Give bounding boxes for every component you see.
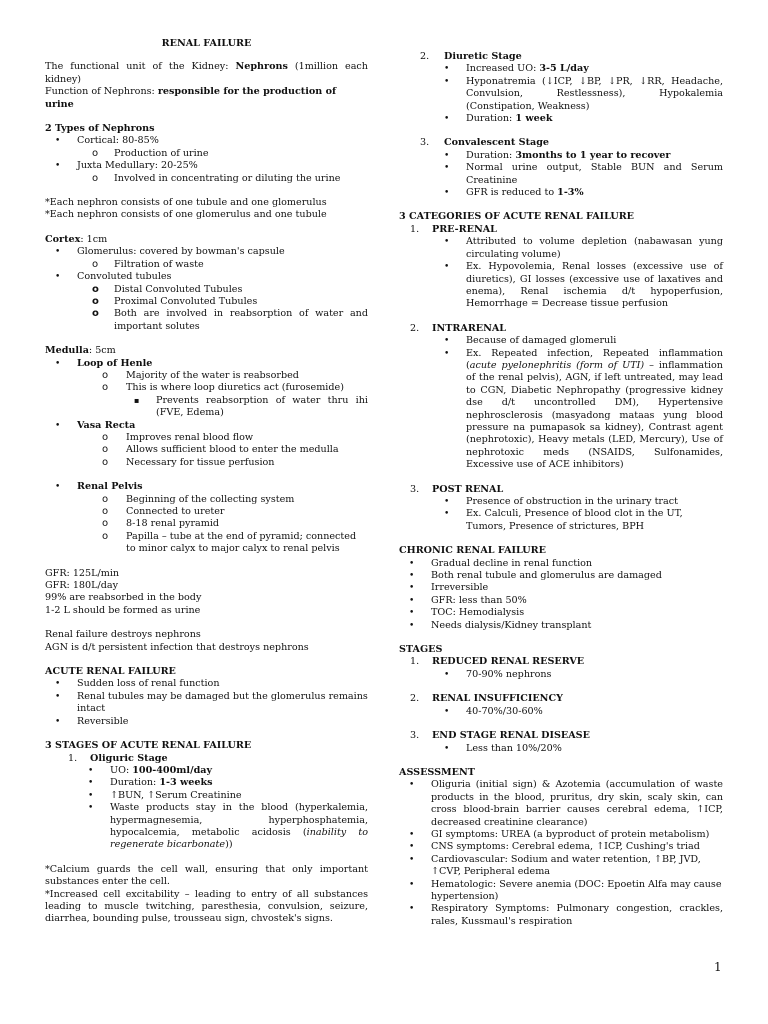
list-item: • Duration: 3months to 1 year to recover — [444, 149, 671, 161]
list-item: o Improves renal blood flow — [102, 431, 254, 443]
list-item: • Duration: 1-3 weeks — [88, 777, 213, 789]
list-item: • Oliguria (initial sign) & Azotemia (accumulation of waste products in the blood, pruritus, dry skin, scaly skin, can cross blood-brain barrier causes cerebral edema, ↑ICP, decreased creatinine clearance) — [409, 779, 723, 828]
list-item: • Attributed to volume depletion (nabawasan yung circulating volume) — [444, 236, 723, 260]
list-item: • Reversible — [55, 715, 129, 727]
nephron-types-heading: 2 Types of Nephrons — [45, 123, 155, 135]
list-item: • ↑BUN, ↑Serum Creatinine — [88, 789, 242, 801]
list-item: ▪ Prevents reabsorption of water thru ihi (FVE, Edema) — [134, 394, 368, 419]
list-item: • Needs dialysis/Kidney transplant — [409, 619, 592, 631]
list-item: • Waste products stay in the blood (hyperkalemia, hypermagnesemia, hyperphosphatemia, hypocalcemia, metabolic acidosis (inability to regenerate bicarbonate)) — [88, 802, 368, 851]
cortex-heading: Cortex: 1cm — [45, 233, 108, 245]
list-item: • Renal tubules may be damaged but the glomerulus remains intact — [55, 690, 368, 715]
list-item: • GFR: less than 50% — [409, 594, 527, 606]
list-item: • Hyponatremia (↓ICP, ↓BP, ↓PR, ↓RR, Headache, Convulsion, Restlessness), Hypokalemia (Constipation, Weakness) — [444, 75, 723, 112]
right-column — [399, 51, 723, 928]
list-item: 1. REDUCED RENAL RESERVE — [410, 656, 585, 668]
list-item: 3. Convalescent Stage — [420, 137, 550, 149]
list-item: 2. Diuretic Stage — [420, 51, 522, 62]
list-item: • Ex. Hypovolemia, Renal losses (excessive use of diuretics), GI losses (excessive use of laxatives and enema), Renal ischemia d/t hypoperfusion, Hemorrhage = Decrease tissue perfusion — [444, 261, 723, 310]
list-item: • Glomerulus: covered by bowman's capsule — [55, 246, 285, 258]
list-item: o Proximal Convoluted Tubules — [92, 295, 258, 307]
list-item: • Loop of Henle — [55, 357, 153, 369]
list-item: o Filtration of waste — [92, 258, 204, 270]
list-item: • Ex. Calculi, Presence of blood clot in the UT, Tumors, Presence of strictures, BPH — [444, 508, 683, 532]
list-item: o Production of urine — [92, 147, 209, 159]
list-item: 1. Oliguric Stage — [68, 752, 168, 764]
list-item: 3. END STAGE RENAL DISEASE — [410, 730, 590, 742]
list-item: o Necessary for tissue perfusion — [102, 456, 275, 468]
list-item: • 70-90% nephrons — [444, 668, 552, 680]
list-item: • Cardiovascular: Sodium and water retention, ↑BP, JVD, ↑CVP, Peripheral edema — [409, 853, 701, 878]
list-item: • Ex. Repeated infection, Repeated inflammation (acute pyelonephritis (form of UTI) – inflammation of the renal pelvis), AGN, if left untreated, may lead to CGN, Diabetic Nephropathy (progressive kidney dse d/t uncontrolled DM), Hypertensive nephrosclerosis (masyadong mataas yung blood pressure na pumapasok sa kidney), Contrast agent (nephrotoxic), Heavy metals (LED, Mercury), Use of nephrotoxic meds (NSAIDS, Sulfonamides, Excessive use of ACE inhibitors) — [444, 347, 723, 471]
urine-line: 1-2 L should be formed as urine — [45, 604, 201, 616]
crf-heading: CHRONIC RENAL FAILURE — [399, 545, 546, 557]
assessment-heading: ASSESSMENT — [399, 766, 475, 778]
medulla-heading: Medulla: 5cm — [45, 345, 116, 357]
destroys-line: Renal failure destroys nephrons — [45, 629, 201, 641]
arf-heading: ACUTE RENAL FAILURE — [45, 666, 176, 678]
stages-heading: 3 STAGES OF ACUTE RENAL FAILURE — [45, 740, 252, 752]
list-item: o Distal Convoluted Tubules — [92, 283, 243, 295]
list-item: • Renal Pelvis — [55, 481, 143, 493]
list-item: • GI symptoms: UREA (a byproduct of protein metabolism) — [409, 828, 710, 840]
list-item: • Gradual decline in renal function — [409, 557, 593, 569]
note: *Each nephron consists of one tubule and one glomerulus — [45, 197, 327, 209]
list-item: • Presence of obstruction in the urinary tract — [444, 496, 678, 507]
list-item: • Vasa Recta — [55, 419, 136, 431]
gfr-line: GFR: 180L/day — [45, 580, 119, 592]
list-item: • Juxta Medullary: 20-25% — [55, 160, 198, 172]
list-item: • TOC: Hemodialysis — [409, 607, 525, 619]
list-item: • Less than 10%/20% — [444, 742, 562, 754]
intro-function: Function of Nephrons: responsible for the production of urine — [45, 86, 337, 110]
excitability-note: *Increased cell excitability – leading to entry of all substances leading to muscle twitching, paresthesia, convulsion, seizure, diarrhea, bounding pulse, trousseau sign, chvostek's signs. — [45, 888, 368, 925]
list-item: o Beginning of the collecting system — [102, 493, 295, 505]
page-number: 1 — [714, 960, 722, 974]
note: *Each nephron consists of one glomerulus and one tubule — [45, 209, 327, 221]
list-item: o Both are involved in reabsorption of water and important solutes — [92, 308, 368, 332]
list-item: • 40-70%/30-60% — [444, 705, 543, 717]
list-item: o Papilla – tube at the end of pyramid; connected to minor calyx to major calyx to renal pelvis — [102, 530, 357, 555]
page-title: RENAL FAILURE — [161, 38, 252, 49]
list-item: • Increased UO: 3-5 L/day — [444, 63, 589, 75]
ckd-stages-heading: STAGES — [399, 644, 443, 656]
list-item: • UO: 100-400ml/day — [88, 764, 213, 776]
list-item: • Convoluted tubules — [55, 271, 172, 283]
reabsorbed-line: 99% are reabsorbed in the body — [45, 592, 202, 604]
list-item: o Involved in concentrating or diluting the urine — [92, 172, 341, 184]
list-item: • Duration: 1 week — [444, 113, 553, 125]
gfr-line: GFR: 125L/min — [45, 567, 120, 579]
list-item: 2. RENAL INSUFFICIENCY — [410, 693, 563, 705]
list-item: o 8-18 renal pyramid — [102, 518, 220, 530]
list-item: o Connected to ureter — [102, 506, 225, 517]
list-item: 2. INTRARENAL — [410, 322, 507, 334]
list-item: • Hematologic: Severe anemia (DOC: Epoetin Alfa may cause hypertension) — [409, 878, 722, 902]
list-item: • GFR is reduced to 1-3% — [444, 187, 584, 199]
calcium-note: *Calcium guards the cell wall, ensuring that only important substances enter the cell. — [45, 863, 368, 888]
list-item: 1. PRE-RENAL — [410, 223, 497, 235]
list-item: • Respiratory Symptoms: Pulmonary congestion, crackles, rales, Kussmaul's respiration — [409, 903, 723, 927]
list-item: • Both renal tubule and glomerulus are damaged — [409, 570, 662, 582]
list-item: • CNS symptoms: Cerebral edema, ↑ICP, Cushing's triad — [409, 841, 700, 853]
list-item: 3. POST RENAL — [410, 483, 504, 495]
list-item: • Cortical: 80-85% — [55, 135, 159, 147]
list-item: o Allows sufficient blood to enter the medulla — [102, 444, 339, 456]
list-item: • Irreversible — [409, 582, 489, 594]
categories-heading: 3 CATEGORIES OF ACUTE RENAL FAILURE — [399, 211, 634, 223]
list-item: • Normal urine output, Stable BUN and Serum Creatinine — [444, 162, 723, 186]
list-item: • Because of damaged glomeruli — [444, 335, 617, 347]
left-column — [45, 38, 368, 926]
list-item: o This is where loop diuretics act (furosemide) — [102, 382, 344, 394]
list-item: o Majority of the water is reabsorbed — [102, 369, 299, 381]
intro-functional-unit: The functional unit of the Kidney: Nephrons (1million each kidney) — [45, 61, 368, 85]
list-item: • Sudden loss of renal function — [55, 678, 220, 690]
agn-line: AGN is d/t persistent infection that destroys nephrons — [45, 641, 309, 653]
